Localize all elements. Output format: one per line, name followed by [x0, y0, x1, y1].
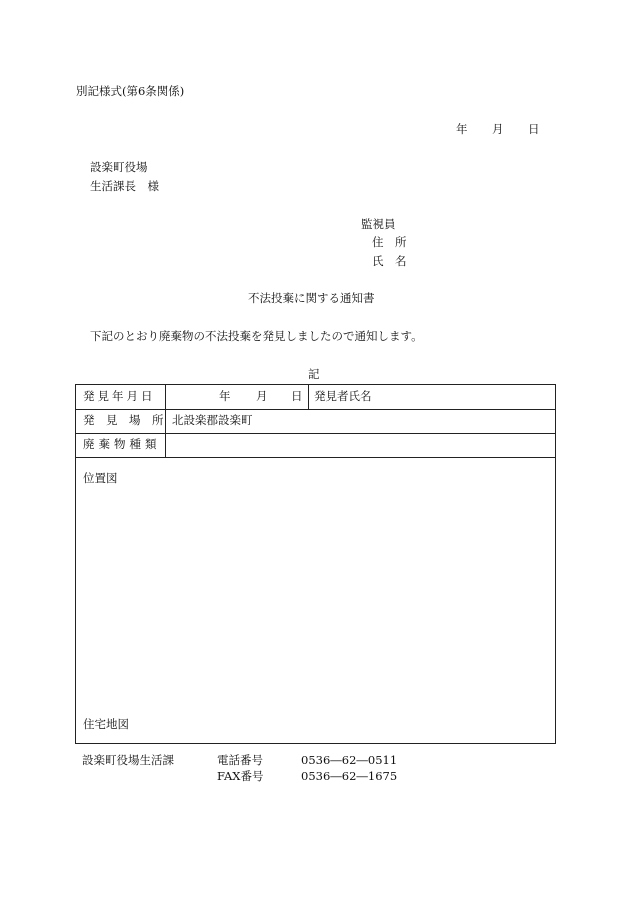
addressee-office: 設楽町役場 — [90, 160, 148, 174]
ki-label: 記 — [308, 367, 320, 381]
notification-table — [75, 384, 556, 744]
document-title: 不法投棄に関する通知書 — [248, 291, 375, 305]
location-map-label: 位置図 — [83, 471, 118, 485]
table-row-date — [76, 385, 555, 410]
observer-address-label: 住 所 — [372, 235, 407, 249]
divider — [165, 385, 166, 409]
discovery-date-month: 月 — [256, 389, 268, 403]
waste-type-label: 廃棄物種類 — [83, 437, 161, 451]
discovery-date-year: 年 — [219, 389, 231, 403]
table-row-waste-type — [76, 433, 555, 458]
date-month: 月 — [492, 122, 504, 136]
phone-number: 0536―62―0511 — [301, 753, 398, 767]
table-row-location — [76, 409, 555, 434]
housing-map-label: 住宅地図 — [83, 717, 129, 731]
discovery-location-label: 発 見 場 所 — [83, 413, 164, 427]
divider — [165, 433, 166, 457]
divider — [165, 409, 166, 433]
observer-name-label: 氏 名 — [372, 254, 407, 268]
divider — [308, 385, 309, 409]
footer-office: 設楽町役場生活課 — [82, 753, 174, 767]
date-day: 日 — [528, 122, 540, 136]
form-reference: 別記様式(第6条関係) — [76, 84, 185, 98]
discovery-date-day: 日 — [291, 389, 303, 403]
discoverer-name-label: 発見者氏名 — [314, 389, 372, 403]
observer-title: 監視員 — [361, 217, 396, 231]
discovery-location-value: 北設楽郡設楽町 — [172, 413, 253, 427]
fax-label: FAX番号 — [217, 769, 264, 783]
fax-number: 0536―62―1675 — [301, 769, 398, 783]
discovery-date-label: 発見年月日 — [83, 389, 156, 403]
date-year: 年 — [456, 122, 468, 136]
phone-label: 電話番号 — [217, 753, 263, 767]
addressee-name: 生活課長 様 — [90, 179, 159, 193]
intro-text: 下記のとおり廃棄物の不法投棄を発見しましたので通知します。 — [90, 329, 423, 343]
